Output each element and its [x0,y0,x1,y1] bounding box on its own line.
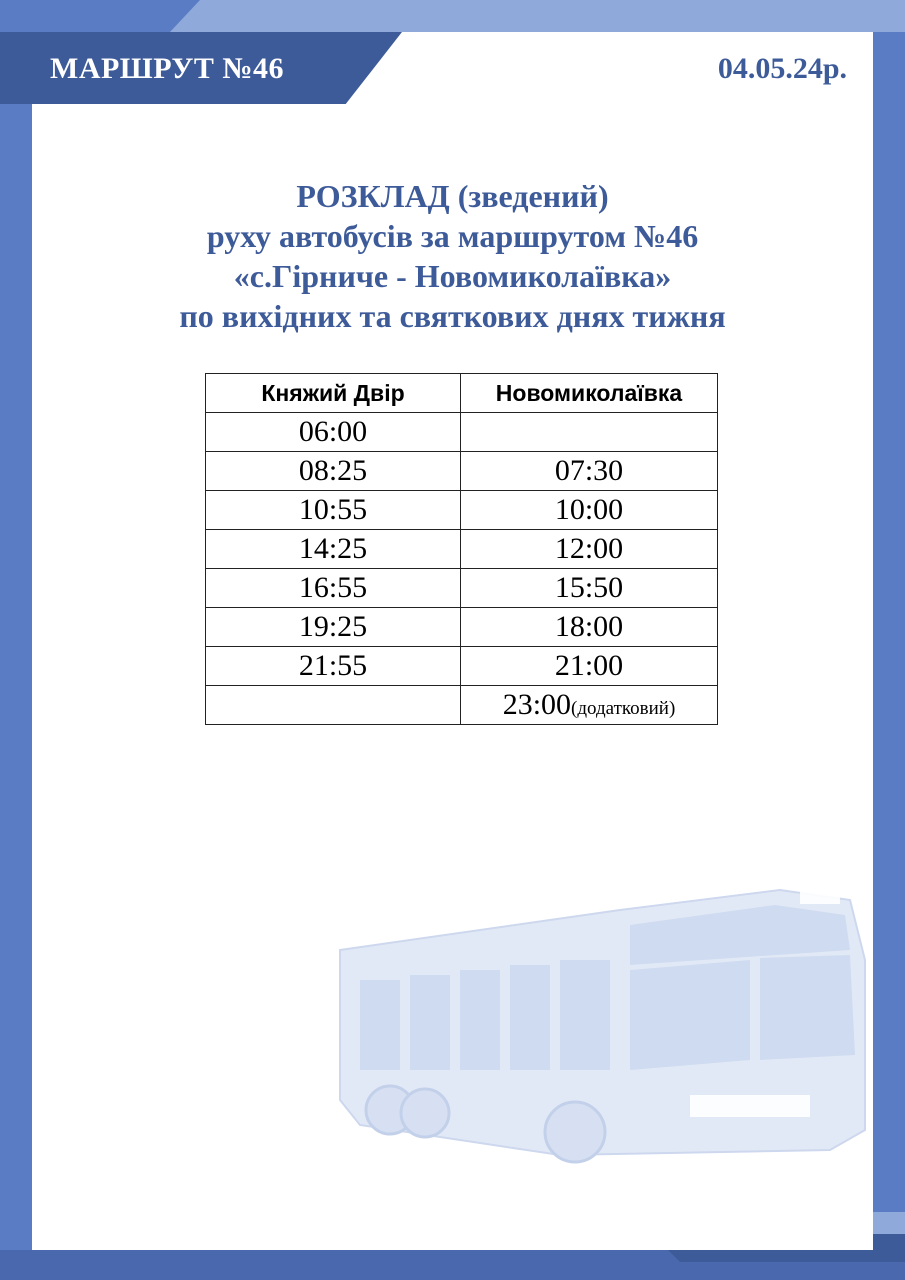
time-value: 10:00 [554,493,624,526]
table-row [206,413,718,452]
departure-knyazhyi-dvir: 08:25 [206,452,461,491]
title-line-1: РОЗКЛАД (зведений) [296,178,609,214]
departure-knyazhyi-dvir: 21:55 [206,647,461,686]
schedule-title [32,176,873,336]
departure-knyazhyi-dvir: 19:25 [206,608,461,647]
route-label: МАРШРУТ №46 [50,52,285,85]
time-value: 21:00 [554,649,624,682]
departure-novomykolaivka [461,686,718,725]
time-value: 23:00 [502,688,572,721]
departure-novomykolaivka [461,647,718,686]
table-row [206,491,718,530]
additional-note: (додатковий) [571,698,676,719]
time-value: 12:00 [554,532,624,565]
table-header-row [206,374,718,413]
title-line-2: руху автобусів за маршрутом №46 [206,218,699,254]
table-row [206,569,718,608]
title-line-3: «с.Гірниче - Новомиколаївка» [233,258,672,294]
column-header-knyazhyi-dvir: Княжий Двір [206,374,461,413]
departure-novomykolaivka [461,569,718,608]
table-row [206,452,718,491]
departure-novomykolaivka [461,413,718,452]
departure-knyazhyi-dvir [206,686,461,725]
column-header-novomykolaivka: Новомиколаївка [461,374,718,413]
departure-novomykolaivka [461,491,718,530]
departure-knyazhyi-dvir: 06:00 [206,413,461,452]
table-row [206,686,718,725]
departure-knyazhyi-dvir: 14:25 [206,530,461,569]
departure-novomykolaivka [461,452,718,491]
departure-novomykolaivka [461,608,718,647]
departure-novomykolaivka [461,530,718,569]
title-line-4: по вихідних та святкових днях тижня [179,298,726,334]
bus-watermark-icon [330,870,870,1190]
table-row [206,608,718,647]
time-value: 18:00 [554,610,624,643]
table-row [206,647,718,686]
schedule-table [205,373,718,725]
departure-knyazhyi-dvir: 10:55 [206,491,461,530]
time-value: 07:30 [554,454,624,487]
departure-knyazhyi-dvir: 16:55 [206,569,461,608]
table-row [206,530,718,569]
time-value: 15:50 [554,571,624,604]
date-label: 04.05.24р. [717,52,847,85]
